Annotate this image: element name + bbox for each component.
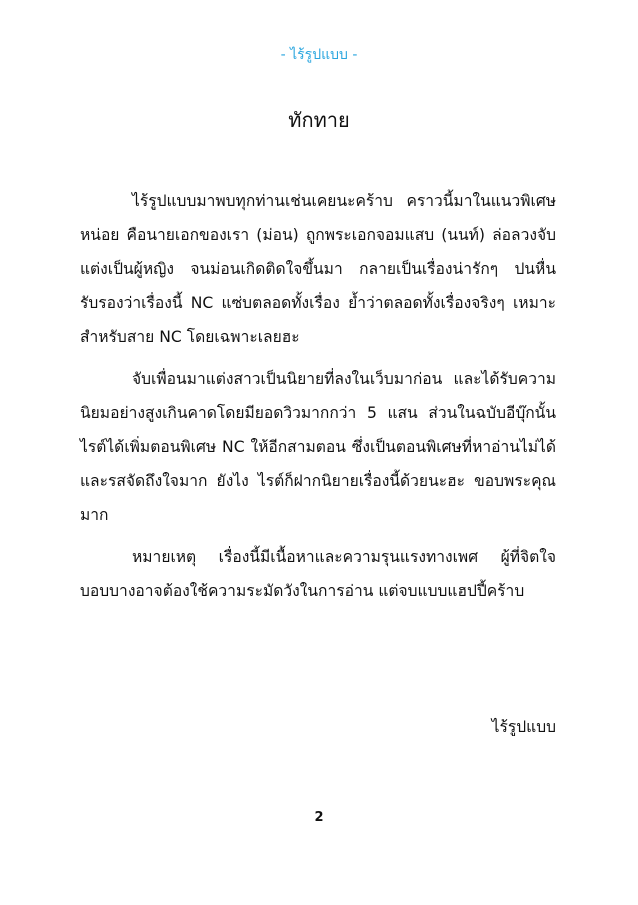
author-signature: ไร้รูปแบบ: [491, 718, 556, 736]
page-number: 2: [314, 810, 324, 825]
paragraph-greeting: ไร้รูปแบบมาพบทุกท่านเช่นเคยนะคร้าบ คราวนี้มาในแนวพิเศษหน่อย คือนายเอกของเรา (ม่อน) ถูกพระเอกจอมแสบ (นนท์) ล่อลวงจับแต่งเป็นผู้หญิง จนม่อนเกิดติดใจขึ้นมา กลายเป็นเรื่องน่ารักๆ ปนหื่นรับรองว่าเรื่องนี้ NC แซ่บตลอดทั้งเรื่อง ย้ำว่าตลอดทั้งเรื่องจริงๆ เหมาะสำหรับสาย NC โดยเฉพาะเลยฮะ: [80, 192, 556, 346]
running-header: - ไร้รูปแบบ -: [280, 47, 358, 63]
page-title: ทักทาย: [288, 108, 350, 132]
paragraph-story-info: จับเพื่อนมาแต่งสาวเป็นนิยายที่ลงในเว็บมาก่อน และได้รับความนิยมอย่างสูงเกินคาดโดยมียอดวิวมากกว่า 5 แสน ส่วนในฉบับอีบุ๊กนั้นไรต์ได้เพิ่มตอนพิเศษ NC ให้อีกสามตอน ซึ่งเป็นตอนพิเศษที่หาอ่านไม่ได้และรสจัดถึงใจมาก ยังไง ไรต์ก็ฝากนิยายเรื่องนี้ด้วยนะฮะ ขอบพระคุณมาก: [80, 370, 556, 524]
body-text: [80, 184, 556, 616]
paragraph-note: หมายเหตุ เรื่องนี้มีเนื้อหาและความรุนแรงทางเพศ ผู้ที่จิตใจบอบบางอาจต้องใช้ความระมัดวังในการอ่าน แต่จบแบบแฮปปี้คร้าบ: [80, 548, 556, 600]
